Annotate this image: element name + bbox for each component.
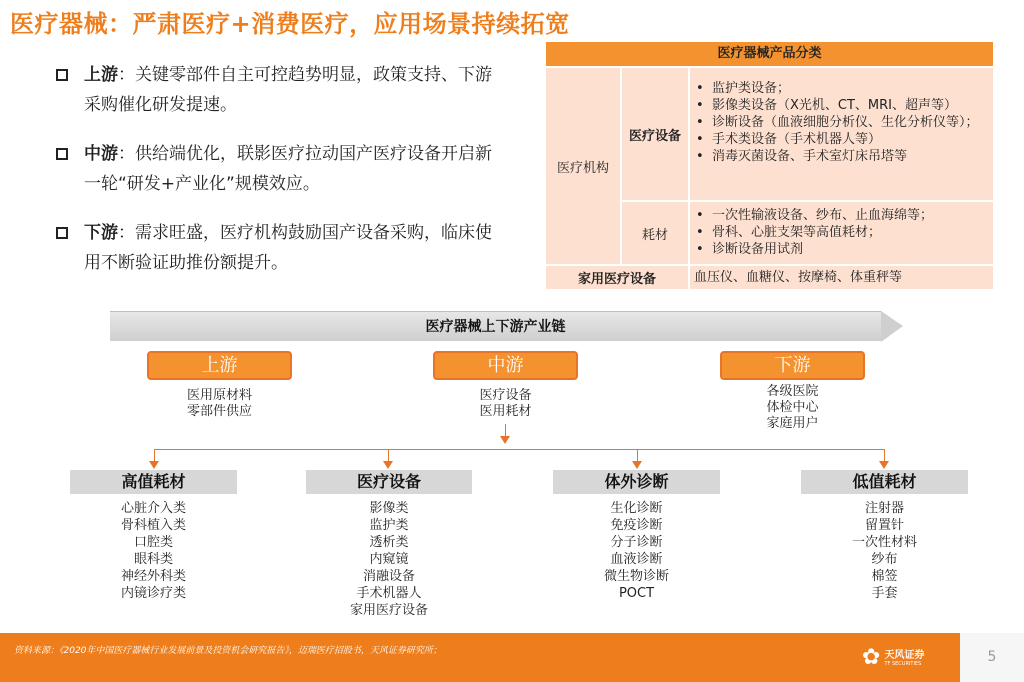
- list-item: 免疫诊断: [610, 518, 663, 533]
- stage-midstream: 中游: [433, 351, 578, 380]
- list-item: 透析类: [369, 535, 409, 550]
- chain-title: 医疗器械上下游产业链: [425, 319, 566, 335]
- category-ivd: 体外诊断: [553, 470, 720, 494]
- low-value-items: [801, 500, 968, 602]
- institution-cell: [546, 68, 620, 264]
- list-item: 各级医院: [766, 384, 819, 399]
- list-item: 一次性材料: [851, 535, 917, 550]
- arrow-down-icon: [149, 461, 159, 469]
- list-item: 家庭用户: [766, 416, 819, 431]
- stage-downstream: 下游: [720, 351, 865, 380]
- bullet-downstream: [56, 218, 496, 278]
- square-bullet-icon: [56, 69, 68, 81]
- list-item: 口腔类: [133, 535, 173, 550]
- flower-logo-icon: ✿: [862, 645, 881, 670]
- table-header: 医疗器械产品分类: [546, 42, 993, 66]
- list-item: POCT: [618, 586, 655, 601]
- list-item: 医用原材料: [186, 388, 252, 403]
- chain-title-bar: [110, 311, 881, 341]
- category-equipment: 医疗设备: [306, 470, 472, 494]
- square-bullet-icon: [56, 148, 68, 160]
- bullet-key: 中游: [84, 144, 118, 164]
- tf-securities-logo: [862, 647, 924, 669]
- consumables-items-cell: [690, 202, 993, 264]
- logo-text: 天风证券: [884, 649, 925, 661]
- list-item: 零部件供应: [186, 404, 252, 419]
- home-items-cell: [690, 266, 993, 289]
- list-item: • 消毒灭菌设备、手术室灯床吊塔等: [712, 148, 987, 165]
- list-item: • 影像类设备（X光机、CT、MRI、超声等）: [712, 97, 987, 114]
- list-item: 纱布: [871, 552, 898, 567]
- page-number: 5: [960, 633, 1024, 682]
- list-item: 眼科类: [133, 552, 173, 567]
- bullet-key: 上游: [84, 65, 118, 85]
- downstream-items: [720, 384, 865, 432]
- bullet-list: [56, 60, 496, 297]
- square-bullet-icon: [56, 227, 68, 239]
- connector-line: [154, 449, 884, 450]
- consumables-label: 耗材: [641, 227, 668, 243]
- list-item: 医用耗材: [479, 404, 532, 419]
- stage-upstream: 上游: [147, 351, 292, 380]
- product-classification-table: [546, 42, 993, 289]
- equipment-items-cell: [690, 68, 993, 200]
- arrow-down-icon: [879, 461, 889, 469]
- bullet-text: ：需求旺盛，医疗机构鼓励国产设备采购，临床使用不断验证助推份额提升。: [84, 223, 492, 273]
- list-item: 血液诊断: [610, 552, 663, 567]
- list-item: • 诊断设备用试剂: [712, 241, 987, 258]
- list-item: 分子诊断: [610, 535, 663, 550]
- list-item: 体检中心: [766, 400, 819, 415]
- list-item: • 骨科、心脏支架等高值耗材；: [712, 224, 987, 241]
- footer-bar: [0, 633, 1024, 682]
- list-item: 微生物诊断: [603, 569, 669, 584]
- midstream-items: [433, 388, 578, 420]
- arrow-down-icon: [383, 461, 393, 469]
- list-item: 注射器: [864, 501, 904, 516]
- home-items: 血压仪、血糖仪、按摩椅、体重秤等: [694, 270, 903, 285]
- list-item: 内镜诊疗类: [120, 586, 186, 601]
- logo-subtext: TF SECURITIES: [884, 660, 922, 667]
- arrow-down-icon: [500, 436, 510, 444]
- ivd-items: [553, 500, 720, 602]
- list-item: 家用医疗设备: [349, 603, 428, 618]
- category-low-value: 低值耗材: [801, 470, 968, 494]
- bullet-text: ：关键零部件自主可控趋势明显，政策支持、下游采购催化研发提速。: [84, 65, 492, 115]
- list-item: 消融设备: [362, 569, 415, 584]
- list-item: 手术机器人: [356, 586, 422, 601]
- list-item: 手套: [871, 586, 898, 601]
- list-item: 生化诊断: [610, 501, 663, 516]
- list-item: 医疗设备: [479, 388, 532, 403]
- arrow-down-icon: [632, 461, 642, 469]
- home-label-cell: [546, 266, 688, 289]
- equipment-items: [306, 500, 472, 619]
- list-item: • 一次性输液设备、纱布、止血海绵等；: [712, 207, 987, 224]
- equipment-label-cell: [622, 68, 688, 200]
- list-item: 骨科植入类: [120, 518, 186, 533]
- list-item: 内窥镜: [369, 552, 409, 567]
- list-item: 心脏介入类: [120, 501, 186, 516]
- list-item: • 监护类设备；: [712, 80, 987, 97]
- list-item: 监护类: [369, 518, 409, 533]
- high-value-items: [70, 500, 237, 602]
- list-item: 影像类: [369, 501, 409, 516]
- category-high-value: 高值耗材: [70, 470, 237, 494]
- list-item: 留置针: [864, 518, 904, 533]
- bullet-midstream: [56, 139, 496, 199]
- home-label: 家用医疗设备: [577, 272, 656, 287]
- source-note: 资料来源：《2020年中国医疗器械行业发展前景及投资机会研究报告》，迈瑞医疗招股书，天风证券研究所；: [14, 646, 442, 656]
- list-item: 棉签: [871, 569, 898, 584]
- institution-label: 医疗机构: [556, 160, 609, 176]
- list-item: 神经外科类: [120, 569, 186, 584]
- bullet-upstream: [56, 60, 496, 120]
- equipment-label: 医疗设备: [628, 128, 681, 144]
- list-item: • 诊断设备（血液细胞分析仪、生化分析仪等）；: [712, 114, 987, 131]
- page-title: 医疗器械：严肃医疗+消费医疗，应用场景持续拓宽: [10, 10, 570, 38]
- upstream-items: [147, 388, 292, 420]
- bullet-key: 下游: [84, 223, 118, 243]
- bullet-text: ：供给端优化，联影医疗拉动国产医疗设备开启新一轮“研发+产业化”规模效应。: [84, 144, 492, 194]
- list-item: • 手术类设备（手术机器人等）: [712, 131, 987, 148]
- consumables-label-cell: [622, 202, 688, 264]
